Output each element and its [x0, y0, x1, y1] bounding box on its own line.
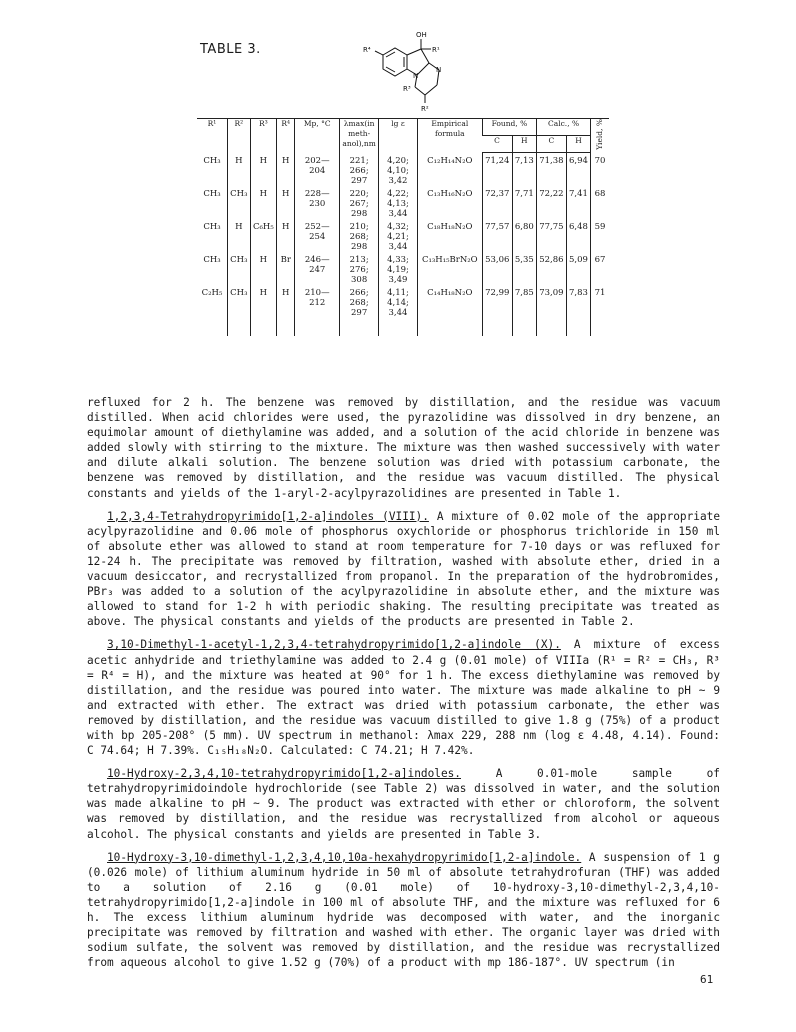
- paragraph: [87, 850, 720, 971]
- table-row: [197, 186, 609, 219]
- cell-lge: 4,32; 4,21; 3,44: [379, 219, 418, 252]
- paragraph: [87, 637, 720, 758]
- table-row: [197, 285, 609, 336]
- cell-r2: CH₃: [227, 285, 250, 336]
- cell-calc-c: 71,38: [536, 153, 566, 186]
- cell-r3: H: [250, 252, 276, 285]
- cell-found-h: 7,13: [512, 153, 536, 186]
- cell-r2: CH₃: [227, 252, 250, 285]
- header-mp: Mp, °C: [295, 119, 340, 153]
- header-found: Found, %: [482, 119, 536, 136]
- cell-lge: 4,22; 4,13; 3,44: [379, 186, 418, 219]
- cell-lambda: 220; 267; 298: [340, 186, 379, 219]
- cell-r1: CH₃: [203, 221, 221, 232]
- cell-mp: 228—230: [295, 186, 340, 219]
- cell-mp: 252—254: [295, 219, 340, 252]
- cell-found-c: 77,57: [482, 219, 512, 252]
- cell-r3: C₆H₅: [250, 219, 276, 252]
- cell-calc-c: 73,09: [536, 285, 566, 336]
- cell-calc-c: 72,22: [536, 186, 566, 219]
- cell-lambda: 210; 268; 298: [340, 219, 379, 252]
- table-caption: TABLE 3.: [200, 42, 261, 57]
- cell-r3: H: [250, 153, 276, 186]
- n1-label: N: [413, 72, 419, 80]
- section-title: 10-Hydroxy-2,3,4,10-tetrahydropyrimido[1,2-a]indoles.: [107, 767, 461, 781]
- yield-label: Yield, %: [595, 119, 605, 150]
- cell-lge: 4,33; 4,19; 3,49: [379, 252, 418, 285]
- page-number: 61: [700, 973, 714, 986]
- cell-r1: C₂H₅: [201, 287, 223, 298]
- header-calc-h: H: [566, 136, 590, 153]
- paragraph-text: A 0.01-mole sample of tetrahydropyrimidoindole hydrochloride (see Table 2) was dissolved in water, and the solution was made alkaline to pH ~ 9. The product was extracted with ether or chloroform, the solvent was removed by distillation, and the residue was recrystallized from alcohol or aqueous alcohol. The physical constants and yields are presented in Table 3.: [87, 767, 720, 841]
- cell-mp: 202—204: [295, 153, 340, 186]
- cell-yield: 67: [591, 252, 609, 285]
- cell-found-c: 53,06: [482, 252, 512, 285]
- header-calc: Calc., %: [536, 119, 590, 136]
- header-r3: R³: [250, 119, 276, 153]
- cell-found-h: 7,71: [512, 186, 536, 219]
- cell-calc-c: 52,86: [536, 252, 566, 285]
- header-r2: R²: [227, 119, 250, 153]
- cell-r2: CH₃: [227, 186, 250, 219]
- r4-label: R⁴: [363, 46, 371, 54]
- r1-label: R¹: [432, 46, 440, 54]
- paragraph: [87, 766, 720, 841]
- cell-r4: Br: [277, 252, 295, 285]
- cell-r4: H: [277, 285, 295, 336]
- cell-r4: H: [277, 186, 295, 219]
- cell-calc-h: 6,48: [566, 219, 590, 252]
- cell-r3: H: [250, 285, 276, 336]
- cell-calc-h: 6,94: [566, 153, 590, 186]
- cell-mp: 246—247: [295, 252, 340, 285]
- cell-found-h: 7,85: [512, 285, 536, 336]
- cell-r1: CH₃: [203, 254, 221, 265]
- body-text: [87, 395, 720, 970]
- header-found-h: H: [512, 136, 536, 153]
- header-calc-c: C: [536, 136, 566, 153]
- header-r4: R⁴: [277, 119, 295, 153]
- oh-label: OH: [416, 31, 427, 39]
- paragraph: refluxed for 2 h. The benzene was removed by distillation, and the residue was vacuum distilled. When acid chlorides were used, the pyrazolidine was dissolved in dry benzene, an equimolar amount of diethylamine was added, and a solution of the acid chloride in benzene was added slowly with stirring to the mixture. The mixture was then washed successively with water and dilute alkali solution. The benzene solution was dried with potassium carbonate, the benzene was removed by distillation, and the residue was vacuum distilled. The physical constants and yields of the 1-aryl-2-acylpyrazolidines are presented in Table 1.: [87, 396, 720, 500]
- cell-yield: 68: [591, 186, 609, 219]
- cell-found-c: 72,99: [482, 285, 512, 336]
- r3-label: R³: [403, 85, 411, 93]
- cell-found-c: 72,37: [482, 186, 512, 219]
- cell-yield: 70: [591, 153, 609, 186]
- table-row: [197, 219, 609, 252]
- cell-formula: C₁₄H₁₈N₂O: [417, 285, 482, 336]
- cell-calc-c: 77,75: [536, 219, 566, 252]
- header-r1: R¹: [197, 119, 227, 153]
- cell-r3: H: [250, 186, 276, 219]
- cell-r2: H: [227, 219, 250, 252]
- section-title: 10-Hydroxy-3,10-dimethyl-1,2,3,4,10,10a-hexahydropyrimido[1,2-a]indole.: [107, 850, 582, 864]
- header-yield: [591, 119, 609, 153]
- paragraph: [87, 509, 720, 630]
- cell-r1: CH₃: [203, 188, 221, 199]
- cell-calc-h: 7,41: [566, 186, 590, 219]
- cell-found-h: 6,80: [512, 219, 536, 252]
- r2-label: R²: [421, 105, 429, 113]
- cell-r2: H: [227, 153, 250, 186]
- cell-lambda: 221; 266; 297: [340, 153, 379, 186]
- cell-lambda: 266; 268; 297: [340, 285, 379, 336]
- paragraph-text: A mixture of excess acetic anhydride and triethylamine was added to 2.4 g (0.01 mole) of VIIIa (R¹ = R² = CH₃, R³ = R⁴ = H), and the mixture was heated at 90° for 1 h. The excess diethylamine was removed by distillation, and the residue was poured into water. The mixture was made alkaline to pH ~ 9 and extracted with ether. The extract was dried with potassium carbonate, the ether was removed by distillation, and the residue was vacuum distilled to give 1.8 g (75%) of a product with bp 205-208° (5 mm). UV spectrum in methanol: λmax 229, 288 nm (log ε 4.48, 4.14). Found: C 74.64; H 7.39%. C₁₅H₁₈N₂O. Calculated: C 74.21; H 7.42%.: [87, 638, 720, 758]
- cell-r4: H: [277, 153, 295, 186]
- cell-found-h: 5,35: [512, 252, 536, 285]
- cell-formula: C₁₃H₁₅BrN₂O: [417, 252, 482, 285]
- cell-lambda: 213; 276; 308: [340, 252, 379, 285]
- cell-r1: CH₃: [203, 155, 221, 166]
- section-title: 1,2,3,4-Tetrahydropyrimido[1,2-a]indoles (VIII).: [107, 509, 429, 523]
- data-table: [197, 118, 609, 336]
- paragraph-text: A mixture of 0.02 mole of the appropriate acylpyrazolidine and 0.06 mole of phosphorus oxychloride or phosphorus trichloride in 150 ml of absolute ether was allowed to stand at room temperature for 7-10 days or was refluxed for 12-24 h. The precipitate was removed by filtration, washed with absolute ether, dried in a vacuum desiccator, and recrystallized from propanol. In the preparation of the hydrobromides, PBr₃ was added to a solution of the acylpyrazolidine in absolute ether, and the mixture was allowed to stand for 1-2 h with periodic shaking. The resulting precipitate was treated as above. The physical constants and yields of the products are presented in Table 2.: [87, 509, 720, 629]
- table-row: [197, 252, 609, 285]
- cell-r4: H: [277, 219, 295, 252]
- header-lge: lg ε: [379, 119, 418, 153]
- table-row: [197, 153, 609, 186]
- paragraph-text: A suspension of 1 g (0.026 mole) of lithium aluminum hydride in 50 ml of absolute tetrahydrofuran (THF) was added to a solution of 2.16 g (0.01 mole) of 10-hydroxy-3,10-dimethyl-2,3,4,10-tetrahydropyrimido[1,2-a]indole in 100 ml of absolute THF, and the mixture was refluxed for 6 h. The excess lithium aluminum hydride was decomposed with water, and the inorganic precipitate was removed by filtration and washed with ether. The organic layer was dried with sodium sulfate, the solvent was removed by distillation, and the residue was recrystallized from aqueous alcohol to give 1.52 g (70%) of a product with mp 186-187°. UV spectrum (in: [87, 850, 720, 970]
- cell-calc-h: 7,83: [566, 285, 590, 336]
- cell-lge: 4,11; 4,14; 3,44: [379, 285, 418, 336]
- cell-formula: C₁₃H₁₆N₂O: [417, 186, 482, 219]
- chemical-structure-diagram: [355, 25, 475, 115]
- cell-found-c: 71,24: [482, 153, 512, 186]
- n2-label: N: [436, 66, 442, 74]
- cell-yield: 71: [591, 285, 609, 336]
- cell-lge: 4,20; 4,10; 3,42: [379, 153, 418, 186]
- header-found-c: C: [482, 136, 512, 153]
- cell-yield: 59: [591, 219, 609, 252]
- header-lambda: λmax(in meth-anol),nm: [340, 119, 379, 153]
- cell-formula: C₁₈H₁₈N₂O: [417, 219, 482, 252]
- cell-calc-h: 5,09: [566, 252, 590, 285]
- cell-formula: C₁₂H₁₄N₂O: [417, 153, 482, 186]
- cell-mp: 210—212: [295, 285, 340, 336]
- header-formula: Empirical formula: [417, 119, 482, 153]
- section-title: 3,10-Dimethyl-1-acetyl-1,2,3,4-tetrahydropyrimido[1,2-a]indole (X).: [107, 638, 561, 652]
